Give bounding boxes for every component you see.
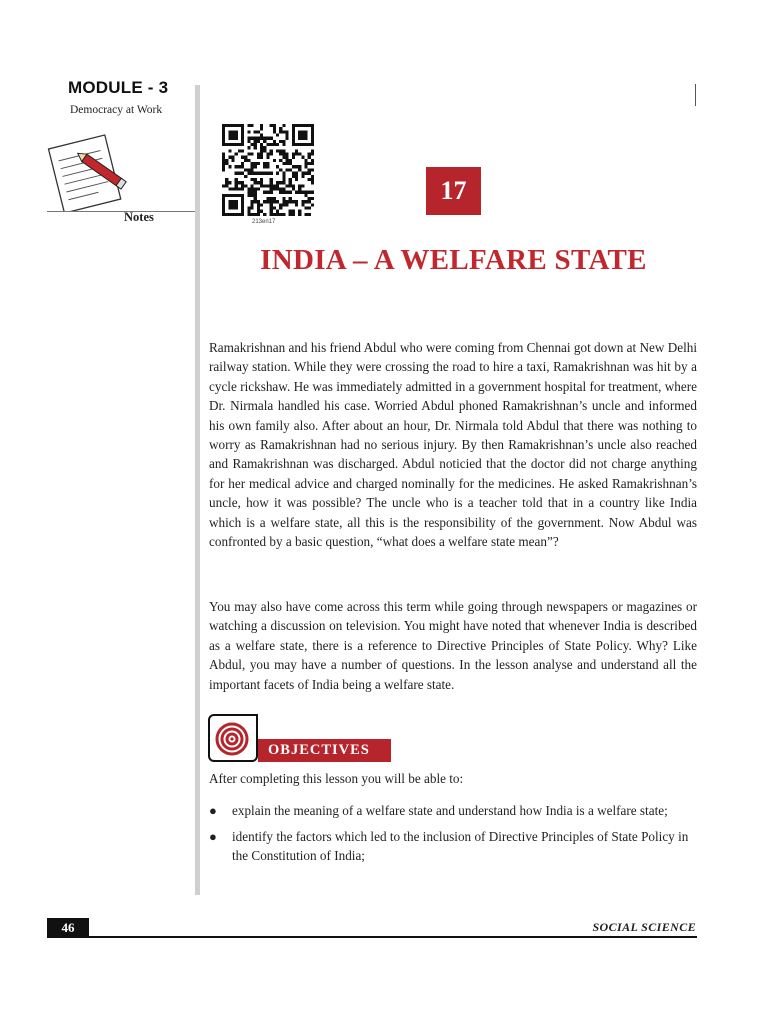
chapter-number-badge: [426, 167, 481, 215]
notes-pencil-icon: [44, 130, 134, 212]
bullet-icon: ●: [209, 803, 217, 818]
objective-item: [209, 827, 697, 865]
objective-item: [209, 801, 697, 820]
objective-text: explain the meaning of a welfare state and understand how India is a welfare state;: [232, 803, 668, 818]
objectives-list: [209, 801, 697, 872]
objectives-target-icon: [208, 714, 258, 762]
page-number-badge: [47, 918, 89, 937]
objectives-heading: [258, 739, 391, 762]
objectives-intro: After completing this lesson you will be able to:: [209, 771, 464, 786]
chapter-title: INDIA – A WELFARE STATE: [260, 244, 647, 276]
qr-code-icon[interactable]: [219, 124, 317, 216]
intro-paragraph-1: Ramakrishnan and his friend Abdul who were coming from Chennai got down at New Delhi railway station. While they were crossing the road to hire a taxi, Ramakrishnan was hit by a cycle rickshaw. He was immediately admitted in a government hospital for treatment, where Dr. Nirmala handled his case. Worried Abdul phoned Ramakrishnan’s uncle and informed his own family also. After about an hour, Dr. Nirmala told Abdul that there was nothing to worry as Ramakrishnan had no serious injury. By then Ramakrishnan’s uncle also reached and Ramakrishnan was discharged. Abdul noticied that the doctor did not charge anything for her medical advice and charged nominally for the medicines. He asked Ramakrishnan’s uncle, how it was possible? The uncle who is a teacher told that in a country like India which is a welfare state, all this is the responsibility of the government. Now Abdul was confronted by a basic question, “what does a welfare state mean”?: [209, 340, 697, 550]
footer-subject: SOCIAL SCIENCE: [592, 920, 696, 934]
module-title: MODULE - 3: [68, 78, 169, 97]
objectives-heading-text: OBJECTIVES: [268, 742, 370, 758]
qr-code-label: 213en17: [252, 219, 276, 225]
page-number: 46: [61, 919, 75, 935]
objective-text: identify the factors which led to the inclusion of Directive Principles of State Policy in the Constitution of India;: [232, 829, 689, 863]
chapter-number: 17: [440, 176, 467, 205]
module-subtitle: Democracy at Work: [70, 104, 163, 116]
header-tick: [695, 84, 696, 106]
margin-rule: [195, 85, 200, 895]
notes-label: Notes: [124, 210, 154, 224]
bullet-icon: ●: [209, 829, 217, 844]
footer-rule: [47, 936, 697, 938]
intro-paragraph-2: You may also have come across this term while going through newspapers or magazines or watching a discussion on television. You might have noted that whenever India is described as a welfare state, there is a reference to Directive Principles of State Policy. Why? Like Abdul, you may have a number of questions. In the lesson analyse and understand all the important facets of India being a welfare state.: [209, 599, 697, 692]
notes-divider: [47, 211, 195, 212]
